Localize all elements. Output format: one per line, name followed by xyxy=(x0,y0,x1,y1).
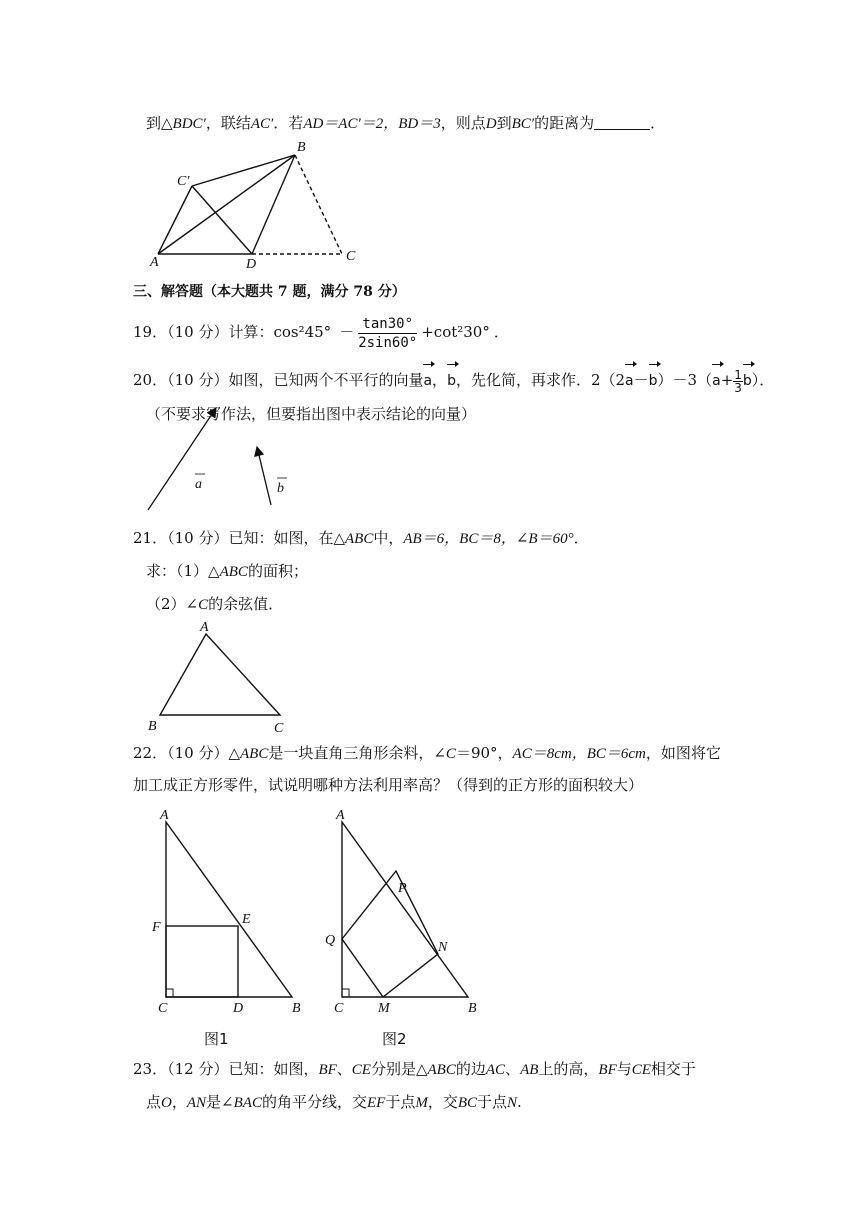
triangle-abc xyxy=(160,634,280,715)
q18-text-line: 到△BDC′，联结AC′．若AD＝AC′＝2，BD＝3，则点D到BC′的距离为 ． xyxy=(146,114,666,132)
point-label-p: P xyxy=(398,881,407,896)
point-label-f: F xyxy=(152,920,161,935)
answer-blank[interactable] xyxy=(594,114,650,130)
point-label-b: B xyxy=(468,1001,477,1016)
point-label-c: C xyxy=(158,1001,168,1016)
figure-caption-1: 图1 xyxy=(204,1030,229,1048)
question-21: 21．（10 分）已知：如图，在△ABC中，AB＝6，BC＝8，∠B＝60°． xyxy=(133,529,589,547)
point-label-b: B xyxy=(297,140,306,155)
triangle-abc xyxy=(166,822,292,997)
q18-figure xyxy=(140,138,370,270)
point-label-a: A xyxy=(200,620,209,635)
vector-b: b xyxy=(649,361,658,395)
point-label-c: C xyxy=(274,721,284,736)
point-label-e: E xyxy=(242,912,251,927)
segment-c-prime-d xyxy=(192,186,252,254)
question-23-line-2: 点O，AN是∠BAC的角平分线，交EF于点M，交BC于点N. xyxy=(146,1093,522,1111)
segment-bc-dashed xyxy=(295,155,342,254)
question-23: 23．（12 分）已知：如图，BF、CE分别是△ABC的边AC、AB上的高，BF与CE相交于 xyxy=(133,1060,696,1078)
section-title: 三、解答题（本大题共 7 题，满分 78 分） xyxy=(133,284,406,300)
point-label-d: D xyxy=(233,1001,244,1016)
point-label-a: A xyxy=(336,808,345,823)
point-label-b: B xyxy=(292,1001,301,1016)
vector-a: a xyxy=(625,361,634,395)
segment-ac-prime xyxy=(158,186,192,254)
question-20: 20．（10 分）如图，已知两个不平行的向量a，b，先化简，再求作．2（2a－b）－3（a+ $\frac{1}{3}$ b）． xyxy=(133,361,774,395)
vector-b: b xyxy=(743,361,752,395)
point-label-m: M xyxy=(378,1001,390,1016)
question-21-ask-1: 求：（1）△ABC的面积； xyxy=(146,562,308,580)
point-label-a: A xyxy=(150,255,159,270)
point-label-b: B xyxy=(148,719,157,734)
point-label-a: A xyxy=(160,808,169,823)
right-angle-mark xyxy=(166,989,173,997)
fraction-one-third: $\frac{1}{3}$ xyxy=(734,367,742,395)
q22-figure-2 xyxy=(322,804,492,1052)
fraction: $\frac{\tan 30^\circ}{2\sin 60^\circ}$ xyxy=(358,315,418,351)
vector-a: a xyxy=(423,361,432,395)
question-22-line-2: 加工成正方形零件，试说明哪种方法利用率高？（得到的正方形的面积较大） xyxy=(133,776,644,794)
question-22: 22．（10 分）△ABC是一块直角三角形余料，∠C＝90°，AC＝8cm，BC＝6cm，如图将它 xyxy=(133,744,721,762)
vector-b-arrow xyxy=(257,447,271,505)
point-label-c: C xyxy=(346,249,356,264)
segment-c-prime-b xyxy=(192,155,295,186)
vector-a-label: a xyxy=(195,477,202,492)
q20-figure xyxy=(140,400,300,518)
question-21-ask-2: （2）∠C的余弦值． xyxy=(146,595,284,613)
point-label-q: Q xyxy=(325,933,336,948)
q22-figure-1 xyxy=(146,804,316,1052)
figure-caption-2: 图2 xyxy=(382,1030,407,1048)
point-label-c-prime: C′ xyxy=(177,174,190,189)
point-label-c: C xyxy=(334,1001,344,1016)
square-qpnm xyxy=(342,871,438,997)
vector-b: b xyxy=(447,361,456,395)
segment-ab xyxy=(158,155,295,254)
vector-a-arrow xyxy=(148,408,216,510)
vector-b-label: b xyxy=(277,481,284,496)
point-label-n: N xyxy=(438,940,448,955)
right-angle-mark xyxy=(342,989,349,997)
triangle-abc xyxy=(342,822,468,997)
question-19: 19．（10 分）计算：cos²45° － $\frac{\tan 30^\circ}{2\sin 60^\circ}$ +cot²30° ． xyxy=(133,315,509,351)
point-label-d: D xyxy=(246,257,257,270)
vector-a: a xyxy=(712,361,721,395)
square-fecd xyxy=(166,926,238,997)
question-20-note: （不要求写作法，但要指出图中表示结论的向量） xyxy=(146,405,477,423)
q21-figure xyxy=(140,618,300,738)
